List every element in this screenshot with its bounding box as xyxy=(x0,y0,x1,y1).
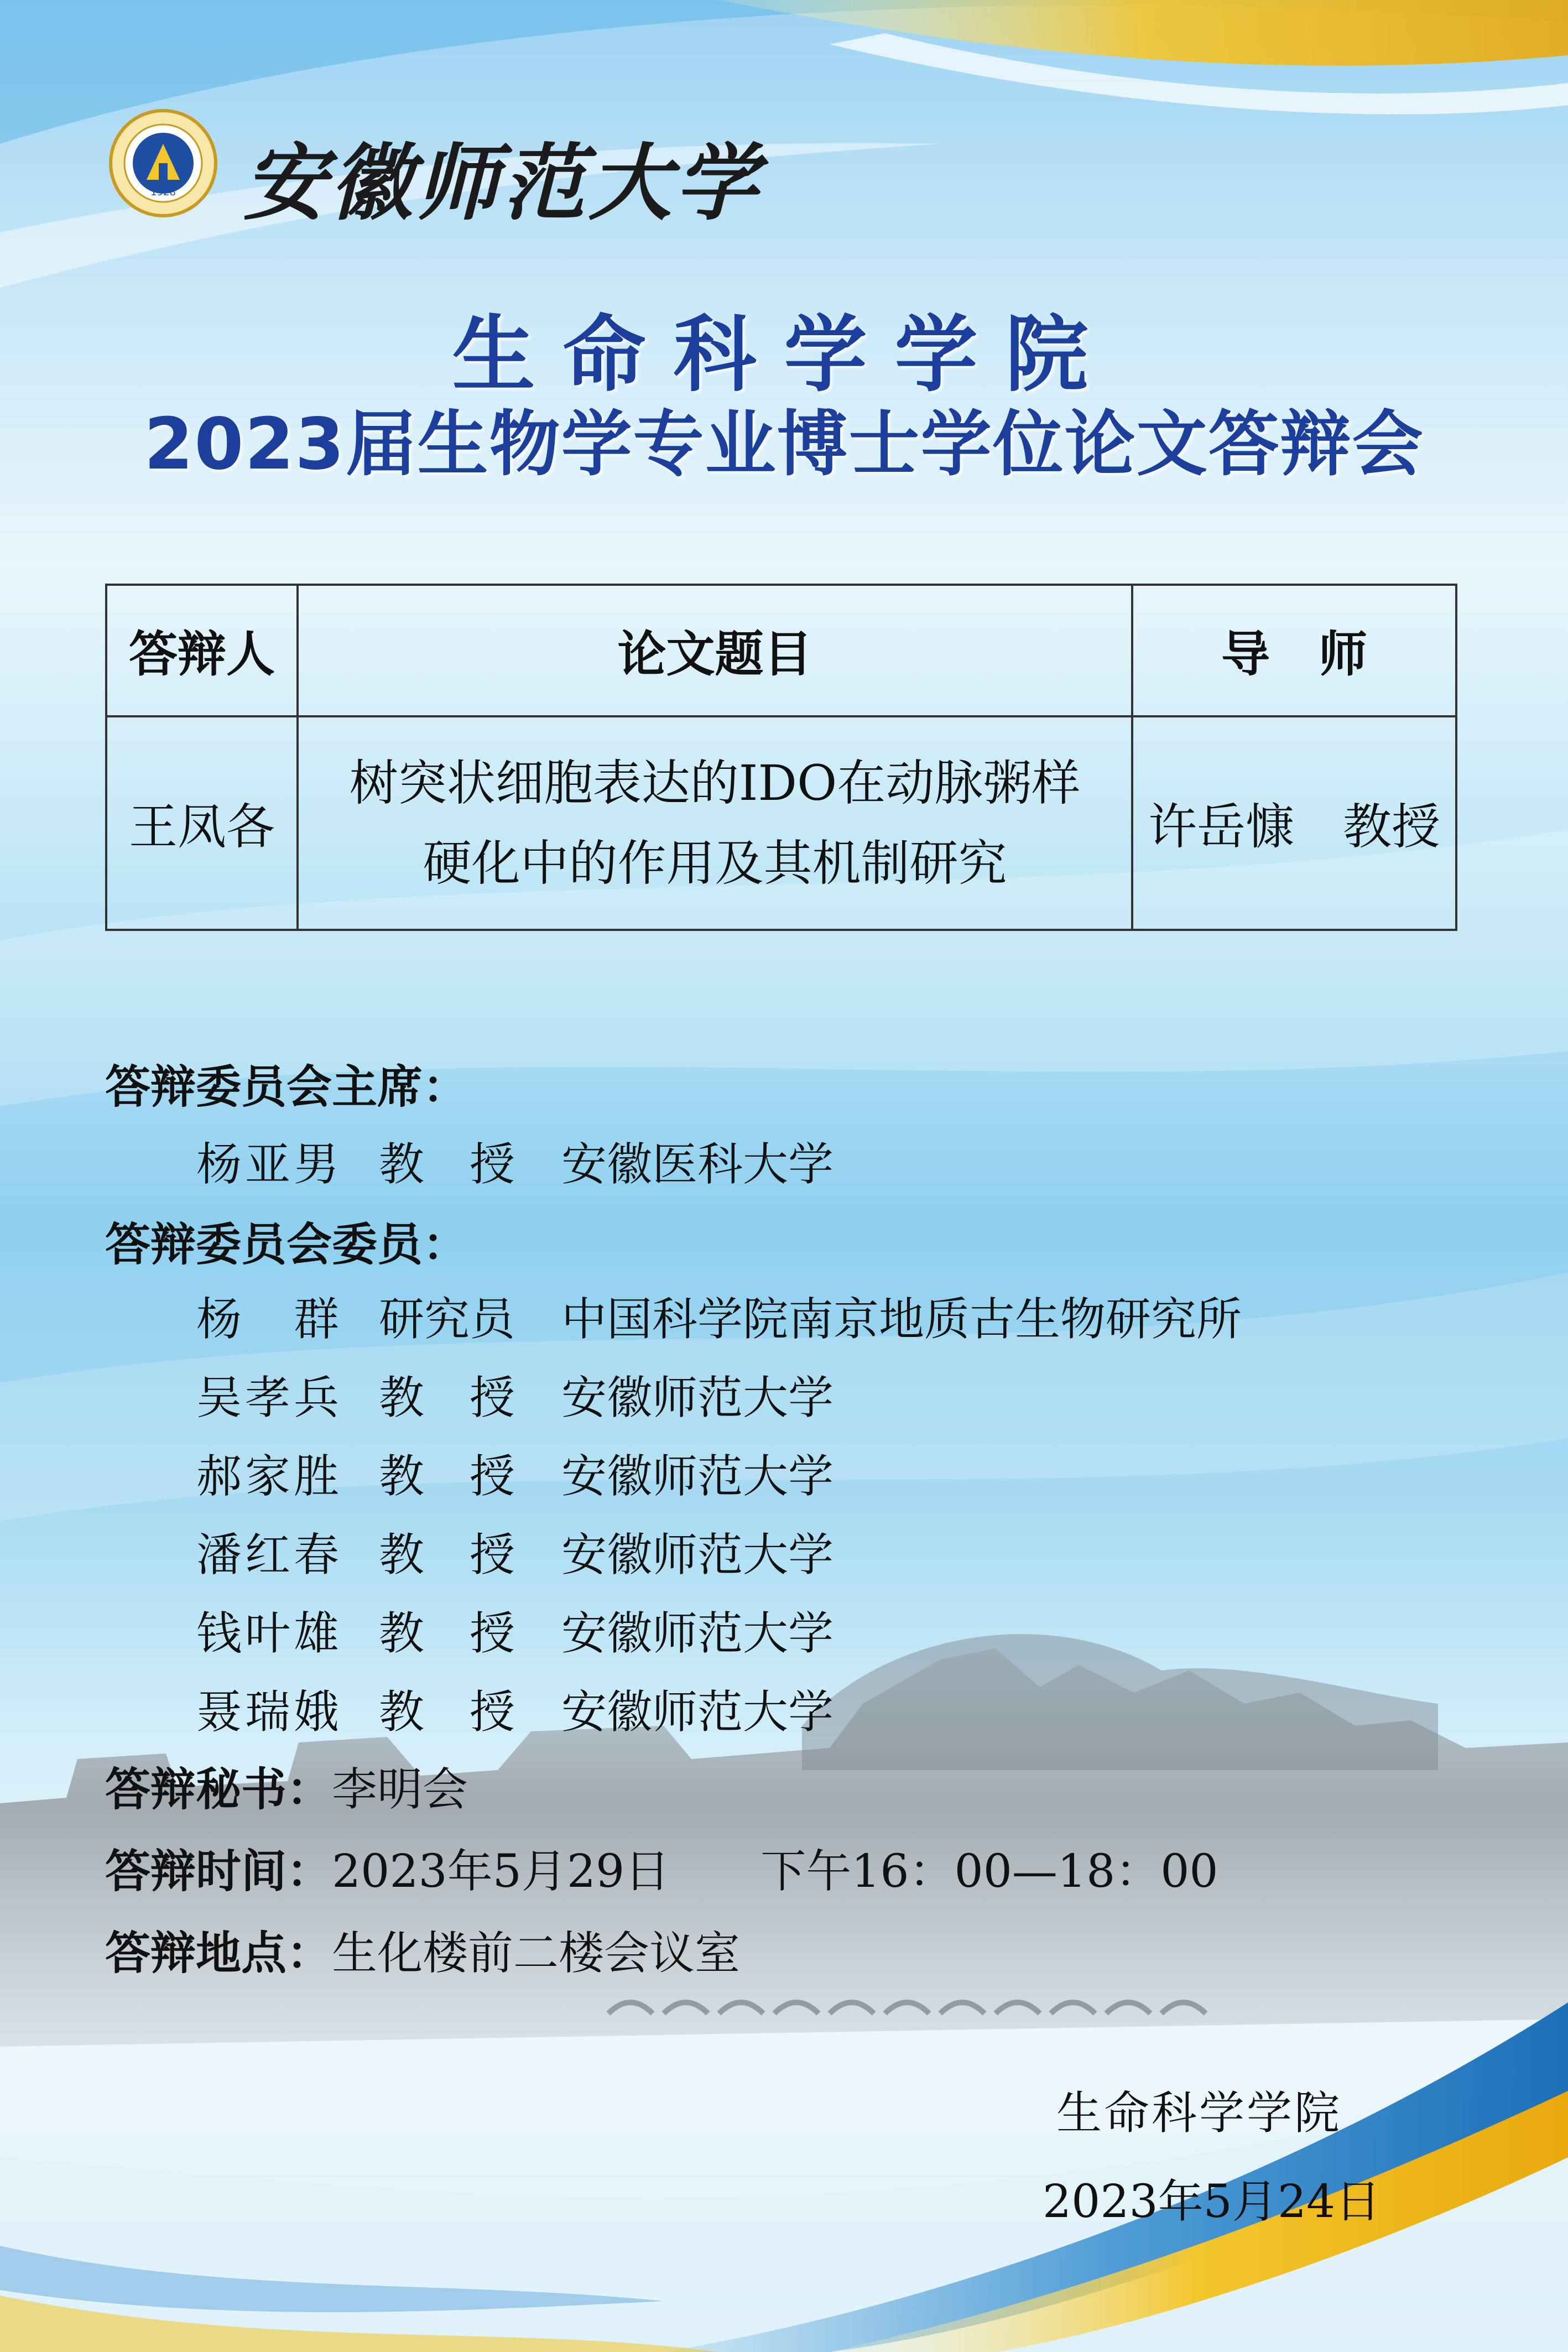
secretary-line xyxy=(105,1753,468,1818)
committee-chair xyxy=(196,1128,834,1193)
member-org: 安徽师范大学 xyxy=(561,1686,834,1739)
member-org: 安徽师范大学 xyxy=(561,1529,834,1581)
list-item xyxy=(196,1283,1242,1348)
page-title-department: 生命科学学院 xyxy=(452,307,1116,403)
members-label: 答辩委员会委员： xyxy=(105,1219,468,1271)
member-title: 教 授 xyxy=(379,1372,515,1424)
advisor-name: 许岳慷 教授 xyxy=(1132,716,1456,930)
member-name: 杨 群 xyxy=(196,1293,343,1346)
candidate-name: 王凤各 xyxy=(106,716,298,930)
member-title: 教 授 xyxy=(379,1686,515,1739)
time-line xyxy=(105,1835,1218,1900)
member-org: 安徽师范大学 xyxy=(561,1450,834,1503)
member-name: 郝家胜 xyxy=(196,1450,343,1503)
defense-place: 生化楼前二楼会议室 xyxy=(332,1927,741,1980)
table-header-row xyxy=(106,585,1456,716)
university-seal-icon xyxy=(108,108,218,218)
member-title: 教 授 xyxy=(379,1450,515,1503)
list-item xyxy=(196,1440,834,1505)
university-name: 安徽师范大学 xyxy=(243,134,762,232)
thesis-title-line1: 树突状细胞表达的IDO在动脉粥样 xyxy=(349,754,1081,811)
member-name: 聂瑞娥 xyxy=(196,1686,343,1739)
member-title: 教 授 xyxy=(379,1607,515,1660)
thesis-title-line2: 硬化中的作用及其机制研究 xyxy=(423,835,1007,892)
header-candidate: 答辩人 xyxy=(106,585,298,716)
secretary-name: 李明会 xyxy=(332,1763,468,1816)
member-title: 研究员 xyxy=(379,1293,515,1346)
member-name: 钱叶雄 xyxy=(196,1607,343,1660)
header-advisor: 导 师 xyxy=(1132,585,1456,716)
member-name: 吴孝兵 xyxy=(196,1372,343,1424)
logo-year: 1928 xyxy=(150,186,176,198)
chair-label: 答辩委员会主席： xyxy=(105,1061,468,1113)
place-line xyxy=(105,1917,740,1982)
list-item xyxy=(196,1362,834,1427)
member-org: 安徽医科大学 xyxy=(561,1138,834,1191)
defense-time: 2023年5月29日 下午16：00—18：00 xyxy=(332,1845,1218,1898)
defense-table xyxy=(105,584,1457,931)
table-row xyxy=(106,716,1456,930)
member-name: 潘红春 xyxy=(196,1529,343,1581)
member-org: 安徽师范大学 xyxy=(561,1372,834,1424)
list-item xyxy=(196,1598,834,1662)
issuing-department: 生命科学学院 xyxy=(1056,2087,1342,2140)
list-item xyxy=(196,1676,834,1741)
time-label: 答辩时间： xyxy=(105,1845,332,1898)
list-item xyxy=(196,1519,834,1584)
member-org: 安徽师范大学 xyxy=(561,1607,834,1660)
member-title: 教 授 xyxy=(379,1529,515,1581)
university-logo xyxy=(108,108,218,218)
page-title-event: 2023届生物学专业博士学位论文答辩会 xyxy=(144,403,1424,486)
thesis-title xyxy=(298,716,1132,930)
member-org: 中国科学院南京地质古生物研究所 xyxy=(561,1293,1242,1346)
member-name: 杨亚男 xyxy=(196,1138,343,1191)
secretary-label: 答辩秘书： xyxy=(105,1763,332,1816)
issue-date: 2023年5月24日 xyxy=(1043,2176,1381,2228)
place-label: 答辩地点： xyxy=(105,1927,332,1980)
member-title: 教 授 xyxy=(379,1138,515,1191)
header-thesis-title: 论文题目 xyxy=(298,585,1132,716)
